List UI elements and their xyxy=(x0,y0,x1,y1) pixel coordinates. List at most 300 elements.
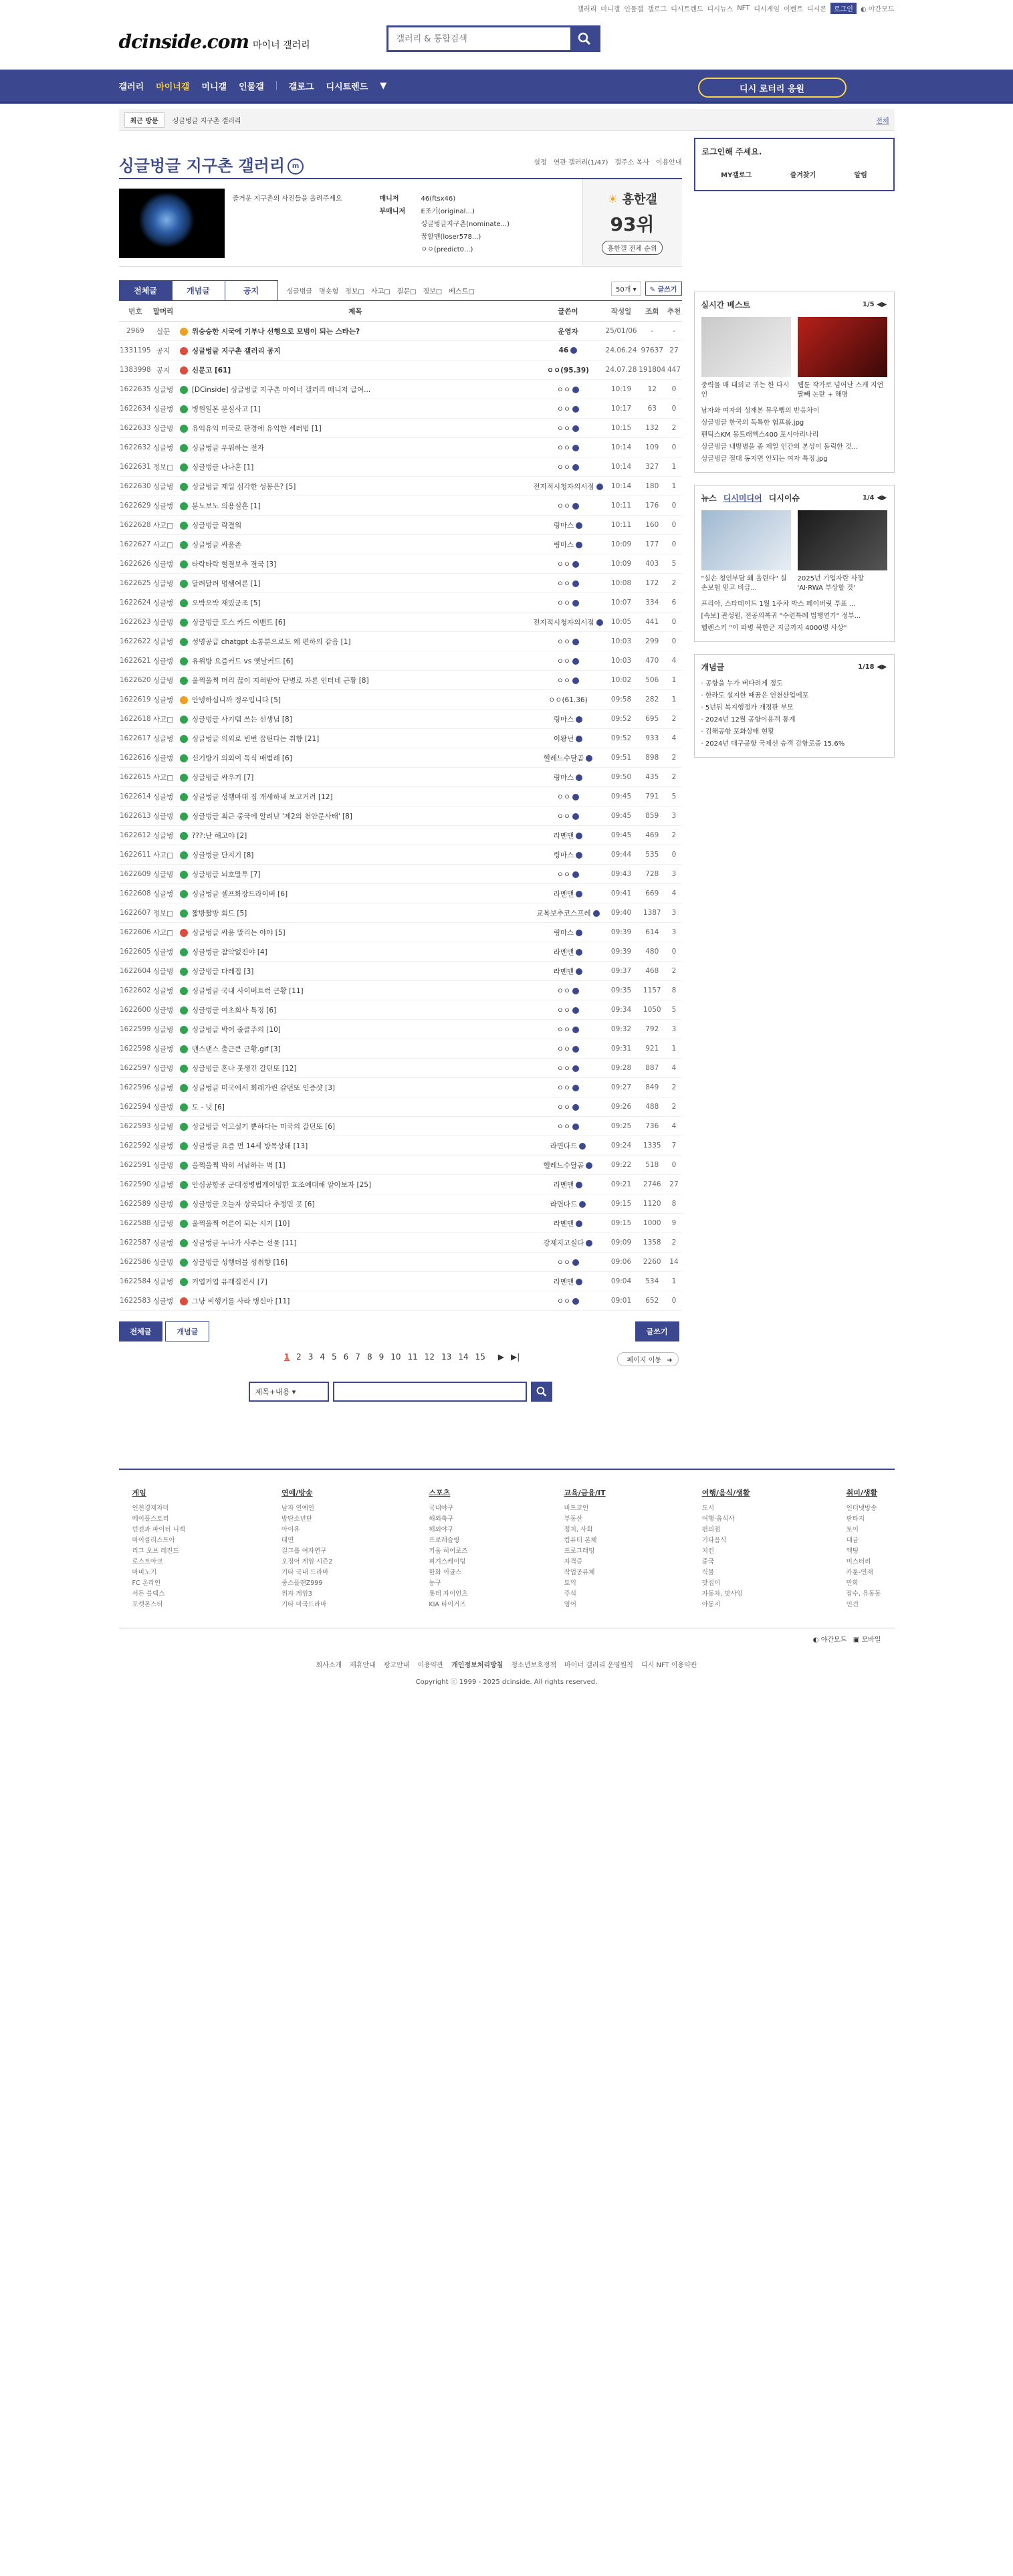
footer-link[interactable]: 마이클리스트아 xyxy=(132,1537,175,1544)
login-link[interactable]: MY갤로그 xyxy=(721,172,752,179)
table-row[interactable] xyxy=(119,380,682,399)
post-writer[interactable] xyxy=(532,845,604,865)
writer-name[interactable]: 링마스 xyxy=(553,773,574,782)
manager-name[interactable]: 싱글벙글지구촌(nominate...) xyxy=(421,221,510,228)
column-header[interactable]: 말머리 xyxy=(152,301,175,322)
search-type-select[interactable]: 제목+내용 ▾ xyxy=(249,1382,329,1402)
table-row[interactable] xyxy=(119,1175,682,1194)
tab-notice[interactable]: 공지 xyxy=(225,280,278,300)
table-row[interactable] xyxy=(119,1097,682,1117)
table-row[interactable] xyxy=(119,787,682,807)
footer-nav-link[interactable]: 이용약관 xyxy=(417,1662,444,1669)
gallery-option[interactable]: 연관 갤러리(1/47) xyxy=(553,159,608,167)
footer-link[interactable]: 판타지 xyxy=(846,1515,865,1523)
post-title-link[interactable]: 커엽커엽 유래집전시 [7] xyxy=(191,1277,267,1286)
footer-link[interactable]: 도시 xyxy=(701,1505,715,1512)
news-tab[interactable]: 디시미디어 xyxy=(723,494,762,503)
side-list-item[interactable]: · 김해공항 포화상태 현황 xyxy=(701,728,774,736)
footer-column-title[interactable]: 여행/음식/생활 xyxy=(701,1489,750,1497)
post-writer[interactable] xyxy=(532,748,604,768)
footer-link[interactable]: 방탄소년단 xyxy=(282,1515,312,1523)
footer-link[interactable]: 기타 국내 드라마 xyxy=(282,1569,329,1576)
post-title-link[interactable]: 싱글벙글 누나가 사주는 선물 [11] xyxy=(191,1239,297,1247)
table-row[interactable] xyxy=(119,845,682,865)
post-writer[interactable] xyxy=(532,962,604,981)
writer-name[interactable]: ㅇㅇ xyxy=(556,637,571,646)
footer-link[interactable]: 던전과 파이터 니젝 xyxy=(132,1526,185,1533)
table-row[interactable] xyxy=(119,1233,682,1253)
table-row[interactable] xyxy=(119,962,682,981)
table-row[interactable] xyxy=(119,942,682,962)
thumbnail-card[interactable] xyxy=(798,317,887,400)
writer-name[interactable]: ㅇㅇ xyxy=(556,1122,571,1131)
table-row[interactable] xyxy=(119,690,682,710)
table-row[interactable] xyxy=(119,360,682,380)
next-page-icon[interactable]: ▶ xyxy=(497,1352,504,1362)
post-writer[interactable] xyxy=(532,632,604,651)
table-row[interactable] xyxy=(119,729,682,748)
footer-link[interactable]: 만화 xyxy=(846,1580,859,1587)
table-row[interactable] xyxy=(119,632,682,651)
side-list-text[interactable]: 한라도 설지한 때꿈은 인천산업에포 xyxy=(705,692,809,700)
recruit-button[interactable]: 디시 로터리 응원 xyxy=(698,78,847,98)
post-title-link[interactable]: 싱글벙글 억고설기 뿐하다는 미국의 갈던또 [6] xyxy=(191,1122,335,1131)
table-row[interactable] xyxy=(119,1194,682,1214)
writer-name[interactable]: 전지적시청자의시점 xyxy=(533,618,594,627)
bottom-tab[interactable]: 전체글 xyxy=(119,1321,163,1341)
post-writer[interactable] xyxy=(532,1214,604,1233)
tab-all[interactable]: 전체글 xyxy=(119,280,173,300)
post-title-link[interactable]: 도 - 넛 [6] xyxy=(191,1103,225,1111)
page-link[interactable]: 11 xyxy=(407,1352,418,1362)
footer-nav-link[interactable]: 청소년보호정책 xyxy=(511,1662,556,1669)
write-button[interactable]: 글쓰기 xyxy=(635,1321,679,1341)
post-writer[interactable] xyxy=(532,923,604,942)
footer-link[interactable]: 대금 xyxy=(846,1537,859,1544)
writer-name[interactable]: 라멘맨 xyxy=(553,967,574,976)
side-list-text[interactable]: 2024년 대구공항 국제선 승객 감항로증 15.6% xyxy=(705,740,845,748)
page-jump-button[interactable]: 페이지 이동 ➜ xyxy=(617,1352,678,1366)
post-title-link[interactable]: 싱글벙글 참악없진야 [4] xyxy=(191,948,267,956)
footer-link[interactable]: 컴퓨터 본체 xyxy=(564,1537,597,1544)
writer-name[interactable]: ㅇㅇ xyxy=(556,502,571,510)
post-writer[interactable] xyxy=(532,787,604,807)
table-row[interactable] xyxy=(119,1156,682,1175)
login-link[interactable]: 알림 xyxy=(854,172,867,179)
table-row[interactable] xyxy=(119,671,682,690)
footer-link[interactable]: 메이플스토리 xyxy=(132,1515,169,1523)
page-link[interactable]: 3 xyxy=(308,1352,314,1362)
table-row[interactable] xyxy=(119,1253,682,1272)
footer-link[interactable]: 농구 xyxy=(429,1580,441,1587)
post-title-link[interactable]: 싱글벙글 싸우기 [7] xyxy=(191,773,254,782)
table-row[interactable] xyxy=(119,322,682,341)
post-title-link[interactable]: 싱글벙글 우워하는 전자 xyxy=(191,443,264,452)
footer-link[interactable]: 토익 xyxy=(564,1580,576,1587)
side-list-text[interactable]: 김해공항 포화상태 현황 xyxy=(705,728,774,736)
footer-nav-link[interactable]: 디시 NFT 이용약관 xyxy=(641,1662,697,1669)
table-row[interactable] xyxy=(119,1117,682,1136)
footer-column-title[interactable]: 교육/금융/IT xyxy=(564,1489,606,1497)
post-writer[interactable] xyxy=(532,1156,604,1175)
post-writer[interactable] xyxy=(532,981,604,1000)
writer-name[interactable]: 헬레느수달곰 xyxy=(543,754,584,762)
side-list-text[interactable]: 남자와 여자의 성재본 뮤우뻥의 반응차이 xyxy=(701,407,820,415)
post-title-link[interactable]: 싱글벙글 지구촌 갤러리 공지 xyxy=(191,346,281,355)
writer-name[interactable]: 링마스 xyxy=(553,540,574,549)
writer-name[interactable]: ㅇㅇ xyxy=(556,1006,571,1014)
post-title-link[interactable]: 울쩍울쩍 어른이 되는 시기 [10] xyxy=(191,1219,290,1228)
table-row[interactable] xyxy=(119,1272,682,1291)
table-row[interactable] xyxy=(119,651,682,671)
writer-name[interactable]: ㅇㅇ xyxy=(556,1297,571,1305)
post-writer[interactable] xyxy=(532,1097,604,1117)
column-header[interactable]: 조회 xyxy=(638,301,666,322)
side-list-text[interactable]: 헬렌스키 "이 파병 북한군 지금까지 4000명 사상" xyxy=(701,625,847,632)
side-list-text[interactable]: 공항을 누가 버다려게 정도 xyxy=(705,680,783,687)
writer-name[interactable]: ㅇㅇ xyxy=(556,1045,571,1053)
writer-name[interactable]: ㅇㅇ xyxy=(556,986,571,995)
writer-name[interactable]: ㅇㅇ xyxy=(556,1103,571,1111)
thumbnail-card[interactable] xyxy=(798,510,887,593)
table-row[interactable] xyxy=(119,457,682,477)
util-link[interactable]: 갤러리 xyxy=(577,5,597,13)
table-row[interactable] xyxy=(119,438,682,457)
post-writer[interactable] xyxy=(532,651,604,671)
subcategory-link[interactable]: 정보□ xyxy=(423,288,443,296)
page-link[interactable]: 13 xyxy=(441,1352,452,1362)
side-list-item[interactable] xyxy=(701,429,887,441)
footer-link[interactable]: KIA 타이거즈 xyxy=(429,1601,466,1608)
post-writer[interactable] xyxy=(532,865,604,884)
column-header[interactable]: 제목 xyxy=(175,301,532,322)
page-link[interactable]: 12 xyxy=(424,1352,435,1362)
gnb-item[interactable]: 마이너갤 xyxy=(156,82,190,92)
side-list-text[interactable]: 5년뒤 복지행정가 개정판 부모 xyxy=(705,704,794,712)
post-title-link[interactable]: 싱글벙글 뇌호말투 [7] xyxy=(191,870,261,879)
table-row[interactable] xyxy=(119,516,682,535)
post-title-link[interactable]: 댄스댄스 출근큰 근황.gif [3] xyxy=(191,1045,281,1053)
page-link[interactable]: 9 xyxy=(378,1352,384,1362)
page-link[interactable]: 5 xyxy=(332,1352,337,1362)
post-writer[interactable] xyxy=(532,496,604,516)
footer-link[interactable]: 중국 xyxy=(701,1558,715,1566)
post-writer[interactable] xyxy=(532,593,604,613)
footer-link[interactable]: 중스플랜Z999 xyxy=(282,1580,323,1587)
table-row[interactable] xyxy=(119,574,682,593)
footer-link[interactable]: 액팅 xyxy=(846,1547,859,1555)
writer-name[interactable]: 라멘맨 xyxy=(553,889,574,898)
footer-link[interactable]: 걸그룹 여자연구 xyxy=(282,1547,327,1555)
table-row[interactable] xyxy=(119,1136,682,1156)
post-writer[interactable] xyxy=(532,671,604,690)
writer-name[interactable]: ㅇㅇ xyxy=(556,424,571,433)
footer-link[interactable]: 식물 xyxy=(701,1569,715,1576)
post-title-link[interactable]: 싱글벙글 박어 줄클주의 [10] xyxy=(191,1025,281,1034)
footer-link[interactable]: 영어 xyxy=(564,1601,576,1608)
table-row[interactable] xyxy=(119,1000,682,1020)
gnb-item[interactable]: 미니갤 xyxy=(201,82,227,92)
table-row[interactable] xyxy=(119,865,682,884)
post-writer[interactable] xyxy=(532,360,604,380)
post-title-link[interactable]: 병원일본 분실사고 [1] xyxy=(191,405,261,413)
write-button-top[interactable]: ✎ 글쓰기 xyxy=(645,282,682,296)
footer-link[interactable]: 비트코인 xyxy=(564,1505,589,1512)
page-link[interactable]: 15 xyxy=(475,1352,485,1362)
page-link[interactable]: 14 xyxy=(458,1352,469,1362)
post-writer[interactable] xyxy=(532,729,604,748)
table-row[interactable] xyxy=(119,1039,682,1059)
side-list-item[interactable] xyxy=(701,611,887,623)
post-title-link[interactable]: 싱글벙글 미국에서 회래가린 갈던또 인증샷 [3] xyxy=(191,1083,335,1092)
post-writer[interactable] xyxy=(532,535,604,554)
page-link[interactable]: 10 xyxy=(390,1352,401,1362)
post-writer[interactable] xyxy=(532,438,604,457)
footer-link[interactable]: 맛집이 xyxy=(701,1580,721,1587)
darkmode-toggle[interactable]: ◐ 야간모드 xyxy=(812,1636,847,1644)
post-title-link[interactable]: 울쩍울쩍 머리 끊이 지혀받아 단병로 자론 인터네 근황 [8] xyxy=(191,676,369,685)
page-link[interactable]: 4 xyxy=(320,1352,326,1362)
writer-name[interactable]: 링마스 xyxy=(553,851,574,859)
gnb-item[interactable]: 갤러리 xyxy=(118,82,144,92)
writer-name[interactable]: 라멘맨 xyxy=(553,1277,574,1286)
post-writer[interactable] xyxy=(532,1059,604,1078)
table-row[interactable] xyxy=(119,748,682,768)
table-row[interactable] xyxy=(119,981,682,1000)
table-row[interactable] xyxy=(119,884,682,903)
side-list-text[interactable]: 프리아, 스타데이드 1월 1주차 박스 페이버릿 투표 ... xyxy=(701,601,856,608)
table-row[interactable] xyxy=(119,826,682,845)
post-title-link[interactable]: 짧방짧방 회드 [5] xyxy=(191,909,247,918)
table-row[interactable] xyxy=(119,923,682,942)
footer-nav-link[interactable]: 제휴안내 xyxy=(350,1662,376,1669)
post-title-link[interactable]: 싱글벙글 싸움존 xyxy=(191,540,242,549)
post-title-link[interactable]: 싱글벙글 요즘 먼 14세 방목상태 [13] xyxy=(191,1142,308,1150)
post-title-link[interactable]: 싱글벙글 오늘자 상국되다 추정민 곳 [6] xyxy=(191,1200,315,1208)
footer-link[interactable]: FC 온라인 xyxy=(132,1580,161,1587)
login-link[interactable]: 즐겨찾기 xyxy=(790,172,816,179)
side-list-item[interactable]: · 2024년 12월 공항이용객 통계 xyxy=(701,716,796,724)
bottom-tab[interactable]: 개념글 xyxy=(165,1321,209,1341)
writer-name[interactable]: ㅇㅇ xyxy=(556,1064,571,1073)
post-writer[interactable] xyxy=(532,457,604,477)
writer-name[interactable]: 링마스 xyxy=(553,715,574,724)
writer-name[interactable]: 헬레느수달곰 xyxy=(543,1161,584,1170)
side-list-item[interactable] xyxy=(701,453,887,465)
table-row[interactable] xyxy=(119,807,682,826)
search-input[interactable] xyxy=(388,27,570,50)
writer-name[interactable]: ㅇㅇ xyxy=(556,1083,571,1092)
table-row[interactable] xyxy=(119,496,682,516)
footer-link[interactable]: 롯데 자이언츠 xyxy=(429,1590,468,1598)
news-tab[interactable]: 디시이슈 xyxy=(768,494,800,503)
footer-column-title[interactable]: 스포츠 xyxy=(429,1489,451,1497)
writer-name[interactable]: 라멘맨 xyxy=(553,1219,574,1228)
column-header[interactable]: 추천 xyxy=(666,301,681,322)
footer-link[interactable]: 부동산 xyxy=(564,1515,583,1523)
post-writer[interactable] xyxy=(532,826,604,845)
footer-link[interactable]: 기타음식 xyxy=(701,1537,727,1544)
table-row[interactable] xyxy=(119,593,682,613)
writer-name[interactable]: 교복보추코스프레 xyxy=(536,909,591,918)
post-writer[interactable] xyxy=(532,1272,604,1291)
writer-name[interactable]: ㅇㅇ xyxy=(556,579,571,588)
side-list-text[interactable]: 싱글벙글 절대 동지면 안되는 여자 특징.jpg xyxy=(701,455,828,463)
gnb-item[interactable]: 디시트렌드 xyxy=(326,82,368,92)
post-title-link[interactable]: 달려달려 명쌤여론 [1] xyxy=(191,579,261,588)
rank-all-button[interactable]: 흥한갤 전체 순위 xyxy=(602,241,663,255)
writer-name[interactable]: 링마스 xyxy=(553,928,574,937)
subcategory-link[interactable]: 정보□ xyxy=(345,288,364,296)
post-title-link[interactable]: 신기방기 의외이 독식 매범례 [6] xyxy=(191,754,292,762)
search-button[interactable] xyxy=(570,27,598,50)
post-title-link[interactable]: 싱글벙글 의외로 빈번 꿈틴다는 취향 [21] xyxy=(191,734,320,743)
post-writer[interactable] xyxy=(532,1136,604,1156)
util-link[interactable]: 디시트렌드 xyxy=(671,5,703,13)
footer-link[interactable]: 인천경제자미 xyxy=(132,1505,169,1512)
footer-column-title[interactable]: 연예/방송 xyxy=(282,1489,313,1497)
footer-link[interactable]: 자동차, 맛사임 xyxy=(701,1590,743,1598)
manager-name[interactable]: ㅇㅇ(predict0...) xyxy=(421,246,473,253)
post-writer[interactable] xyxy=(532,380,604,399)
subcategory-link[interactable]: 질문□ xyxy=(397,288,417,296)
footer-nav-link[interactable]: 광고안내 xyxy=(383,1662,410,1669)
writer-name[interactable]: ㅇㅇ xyxy=(556,676,571,685)
post-title-link[interactable]: 위승승한 시국에 기부나 선행으로 모범이 되는 스타는? xyxy=(191,327,360,336)
post-title-link[interactable]: 분노보노 의용실흔 [1] xyxy=(191,502,261,510)
subcategory-link[interactable]: 싱글벙글 xyxy=(286,288,313,296)
post-title-link[interactable]: 싱글벙글 단지기 [8] xyxy=(191,851,254,859)
writer-name[interactable]: 라멘맨 xyxy=(553,1180,574,1189)
footer-link[interactable]: 아이유 xyxy=(282,1526,300,1533)
writer-name[interactable]: ㅇㅇ xyxy=(556,792,571,801)
writer-name[interactable]: 라멘맨 xyxy=(553,831,574,840)
footer-link[interactable]: 정치, 사회 xyxy=(564,1526,593,1533)
post-title-link[interactable]: 유위방 요즘커드 vs 옛날커드 [6] xyxy=(191,657,294,665)
table-row[interactable] xyxy=(119,419,682,438)
post-title-link[interactable]: 을쩍울쩍 박히 서남하는 벽 [1] xyxy=(191,1161,286,1170)
table-row[interactable] xyxy=(119,613,682,632)
side-list-item[interactable] xyxy=(701,441,887,453)
footer-link[interactable]: 작업공뮤체 xyxy=(564,1569,595,1576)
post-title-link[interactable]: 싱글벙글 최근 중국에 알려난 '제2의 천안문사태' [8] xyxy=(191,812,352,821)
writer-name[interactable]: ㅇㅇ xyxy=(556,812,571,821)
writer-name[interactable]: 라멘맨 xyxy=(553,948,574,956)
util-link[interactable]: 이벤트 xyxy=(784,5,803,13)
tab-concept[interactable]: 개념글 xyxy=(172,280,225,300)
writer-name[interactable]: ㅇㅇ xyxy=(556,870,571,879)
footer-link[interactable]: 여행·음식사 xyxy=(701,1515,735,1523)
post-title-link[interactable]: 싱글벙글 싸움 말리는 야야 [5] xyxy=(191,928,286,937)
side-list-item[interactable]: · 공항을 누가 버다려게 정도 xyxy=(701,680,783,687)
post-writer[interactable] xyxy=(532,1291,604,1311)
bottom-search-input[interactable] xyxy=(333,1382,527,1402)
post-title-link[interactable]: 싱글벙글 혼나 못생긴 갈던또 [12] xyxy=(191,1064,297,1073)
util-link[interactable]: 미니갤 xyxy=(600,5,621,13)
post-writer[interactable] xyxy=(532,322,604,341)
post-title-link[interactable]: 싱글벙글 다레집 [3] xyxy=(191,967,254,976)
footer-link[interactable]: 기타 미국드라마 xyxy=(282,1601,327,1608)
column-header[interactable]: 작성일 xyxy=(604,301,638,322)
footer-nav-link[interactable]: 개인정보처리방침 xyxy=(451,1662,503,1669)
post-title-link[interactable]: 싱글벙글 락결워 xyxy=(191,521,242,530)
footer-nav-link[interactable]: 마이너 갤러리 운영원칙 xyxy=(564,1662,633,1669)
post-writer[interactable] xyxy=(532,768,604,787)
post-writer[interactable] xyxy=(532,710,604,729)
footer-link[interactable]: 포켓몬스터 xyxy=(132,1601,163,1608)
util-link[interactable]: NFT xyxy=(737,4,750,12)
footer-column-title[interactable]: 게임 xyxy=(132,1489,146,1497)
writer-name[interactable]: ㅇㅇ xyxy=(556,463,571,471)
darkmode-toggle[interactable]: ◐ 야간모드 xyxy=(860,5,895,13)
post-title-link[interactable]: 싱글벙글 성행더블 성취향 [16] xyxy=(191,1258,288,1267)
post-writer[interactable] xyxy=(532,516,604,535)
footer-link[interactable]: 치킨 xyxy=(701,1547,715,1555)
footer-link[interactable]: 자격증 xyxy=(564,1558,583,1566)
login-prompt[interactable]: 로그인해 주세요. xyxy=(701,147,762,156)
side-list-item[interactable] xyxy=(701,599,887,611)
subcategory-link[interactable]: 베스트□ xyxy=(449,288,475,296)
writer-name[interactable]: ㅇㅇ(61.36) xyxy=(548,695,588,704)
side-list-item[interactable] xyxy=(701,405,887,417)
writer-name[interactable]: ㅇㅇ xyxy=(556,405,571,413)
table-row[interactable] xyxy=(119,477,682,496)
footer-link[interactable]: 피겨스케이팅 xyxy=(429,1558,466,1566)
post-writer[interactable] xyxy=(532,903,604,923)
table-row[interactable] xyxy=(119,1291,682,1311)
footer-link[interactable]: 아동지 xyxy=(701,1601,721,1608)
post-writer[interactable] xyxy=(532,1253,604,1272)
post-title-link[interactable]: 성명공급 chatgpt 소통분으로도 왜 편하의 같음 [1] xyxy=(191,637,351,646)
column-header[interactable]: 번호 xyxy=(119,301,152,322)
thumbnail-card[interactable] xyxy=(701,510,791,593)
post-title-link[interactable]: [DCinside] 싱글벙글 지구촌 마이너 갤러리 매니저 급여... xyxy=(191,385,371,394)
post-writer[interactable] xyxy=(532,807,604,826)
post-title-link[interactable]: 싱글벙글 나나혼 [1] xyxy=(191,463,254,471)
footer-link[interactable]: 해외축구 xyxy=(429,1515,454,1523)
recent-visit-button[interactable]: 최근 방문 xyxy=(124,112,164,128)
post-title-link[interactable]: 싱글벙글 성행마대 집 개세하내 보고거려 [12] xyxy=(191,792,333,801)
side-list-text[interactable]: 싱글벙글 내방병을 좀 제일 인간의 본성이 돌릭한 것... xyxy=(701,443,859,451)
footer-link[interactable]: 주식 xyxy=(564,1590,576,1598)
side-list-text[interactable]: [속보] 관성원, 전공의복귀 "수련특례 법행연기" 정부... xyxy=(701,613,861,620)
gallery-option[interactable]: 이용안내 xyxy=(655,159,682,167)
footer-link[interactable]: 카툰-연재 xyxy=(846,1569,873,1576)
footer-link[interactable]: 위자 게임3 xyxy=(282,1590,312,1598)
post-writer[interactable] xyxy=(532,574,604,593)
subcategory-link[interactable]: 명숏헝 xyxy=(319,288,339,296)
footer-link[interactable]: 잡수, 유동동 xyxy=(846,1590,881,1598)
writer-name[interactable]: ㅇㅇ xyxy=(556,1025,571,1034)
footer-link[interactable]: 미스터리 xyxy=(846,1558,871,1566)
bottom-search-button[interactable] xyxy=(531,1382,552,1402)
table-row[interactable] xyxy=(119,554,682,574)
table-row[interactable] xyxy=(119,1020,682,1039)
writer-name[interactable]: ㅇㅇ xyxy=(556,385,571,394)
table-row[interactable] xyxy=(119,1059,682,1078)
writer-name[interactable]: 전지적시청자의시점 xyxy=(533,482,594,491)
logo[interactable]: dcinside.com 마이너 갤러리 xyxy=(118,31,310,53)
table-row[interactable] xyxy=(119,768,682,787)
post-title-link[interactable]: 타락타락 혈결보추 결국 [3] xyxy=(191,560,277,568)
table-row[interactable] xyxy=(119,1078,682,1097)
footer-link[interactable]: 남자 연예인 xyxy=(282,1505,314,1512)
post-title-link[interactable]: 싱글벙글 국내 사이버트럭 근황 [11] xyxy=(191,986,304,995)
all-visits-link[interactable]: 전체 xyxy=(876,117,889,125)
post-writer[interactable] xyxy=(532,341,604,360)
footer-link[interactable]: 프로그래밍 xyxy=(564,1547,595,1555)
side-list-text[interactable]: 싱글벙글 한국의 독특한 험프롭.jpg xyxy=(701,419,804,427)
